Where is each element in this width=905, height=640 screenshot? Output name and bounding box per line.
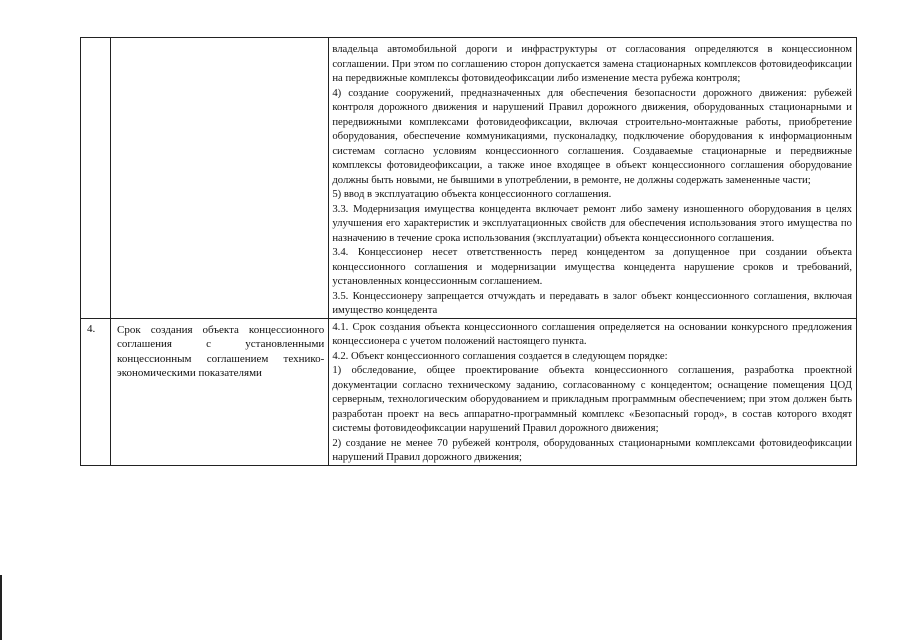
paragraph: 2) создание не менее 70 рубежей контроля, оборудованных стационарными комплексами фотовидеофиксации нарушений Правил дорожного движения; bbox=[332, 436, 852, 463]
document-table bbox=[80, 37, 857, 466]
table-row bbox=[81, 318, 857, 465]
paragraph: 4) создание сооружений, предназначенных для обеспечения безопасности дорожного движения: рубежей контроля дорожного движения и нарушений Правил дорожного движения, оборудованных стационарными и передвижными комплексами фотовидеофиксации, включая строительно-монтажные работы, приобретение оборудования, обеспечение коммуникациями, пусконаладку, подключение оборудования к информационным системам согласно условиям концессионного соглашения. Создаваемые стационарные и передвижные комплексы фотовидеофиксации, а также иное входящее в объект концессионного соглашения оборудование должны быть новыми, не бывшими в употреблении, в ремонте, не должны содержать замененные части; bbox=[332, 86, 852, 186]
row-title-cell bbox=[111, 318, 329, 465]
paragraph: 5) ввод в эксплуатацию объекта концессионного соглашения. bbox=[332, 188, 612, 200]
row-content-cell bbox=[329, 38, 857, 319]
row-content-cell bbox=[329, 318, 857, 465]
paragraph: владельца автомобильной дороги и инфраструктуры от согласования определяются в концессионном соглашении. При этом по соглашению сторон допускается замена стационарных комплексов фотовидеофиксации на передвижные комплексы фотовидеофиксации либо изменение места рубежа контроля; bbox=[332, 43, 852, 84]
paragraph: 3.5. Концессионеру запрещается отчуждать и передавать в залог объект концессионного соглашения, включая имущество концедента bbox=[332, 289, 852, 316]
paragraph: 4.2. Объект концессионного соглашения создается в следующем порядке: bbox=[332, 349, 668, 362]
row-number bbox=[81, 38, 111, 319]
scan-edge-mark bbox=[0, 575, 2, 640]
row-number: 4. bbox=[81, 318, 111, 465]
row-title-cell bbox=[111, 38, 329, 319]
row-title: Срок создания объекта концессионного соглашения с установленными концессионным соглашением технико-экономическими показателями bbox=[117, 323, 325, 379]
paragraph: 3.3. Модернизация имущества концедента включает ремонт либо замену изношенного оборудования в целях улучшения его характеристик и эксплуатационных свойств для обеспечения использования этого имущества по назначению в течение срока использования (эксплуатации) объекта концессионного соглашения. bbox=[332, 202, 852, 244]
paragraph: 1) обследование, общее проектирование объекта концессионного соглашения, разработка проектной документации согласно техническому заданию, согласованному с концедентом; оснащение помещения ЦОД серверным, технологическим оборудованием и прикладным программным обеспечением; при этом должен быть разработан проект на весь аппаратно-программный комплекс «Безопасный город», в состав которого входят системы фотовидеофиксации нарушений Правил дорожного движения; bbox=[332, 364, 852, 434]
paragraph: 4.1. Срок создания объекта концессионного соглашения определяется на основании конкурсного предложения концессионера с учетом положений настоящего пункта. bbox=[332, 320, 852, 347]
row-title bbox=[111, 38, 328, 42]
paragraph: 3.4. Концессионер несет ответственность перед концедентом за допущенное при создании объекта концессионного соглашения и модернизации имущества концедента нарушение сроков и требований, установленных концессионным соглашением. bbox=[332, 246, 852, 287]
table-row bbox=[81, 38, 857, 319]
